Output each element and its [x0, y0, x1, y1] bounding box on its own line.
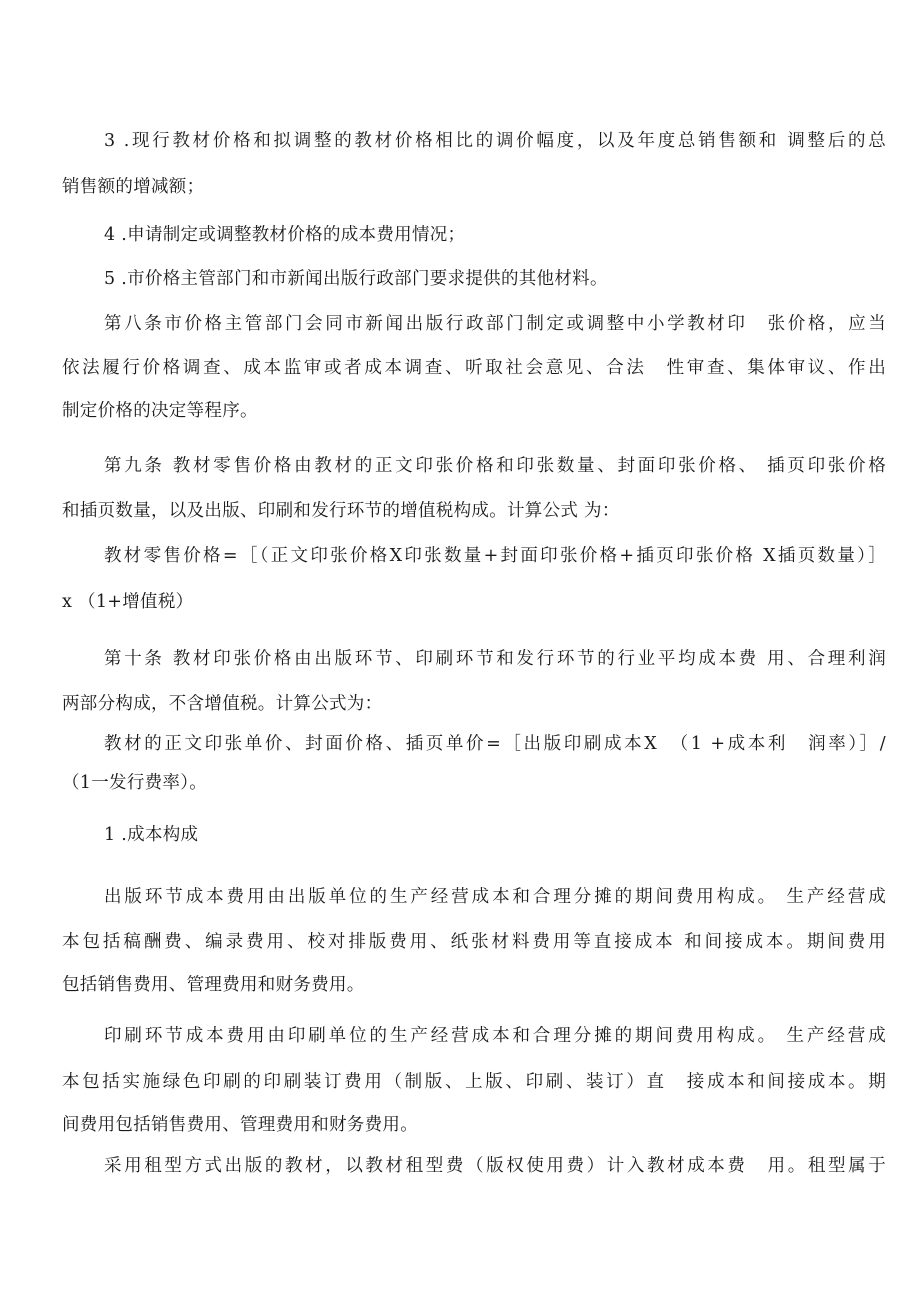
publishing-cost-line-3: 包括销售费用、管理费用和财务费用。	[62, 975, 365, 995]
article-10-line-1: 第十条 教材印张价格由出版环节、印刷环节和发行环节的行业平均成本费 用、合理利润	[104, 649, 886, 669]
article-9-line-2: 和插页数量，以及出版、印刷和发行环节的增值税构成。计算公式 为：	[62, 501, 620, 521]
unit-price-formula-line-2: （1一发行费率）。	[62, 773, 208, 793]
article-8-line-2: 依法履行价格调查、成本监审或者成本调查、听取社会意见、合法 性审查、集体审议、作出	[62, 358, 886, 378]
section-heading-cost-composition: 1 .成本构成	[104, 825, 199, 845]
article-9-line-1: 第九条 教材零售价格由教材的正文印张价格和印张数量、封面印张价格、 插页印张价格	[104, 456, 886, 476]
retail-price-formula-line-1: 教材零售价格=［（正文印张价格X印张数量+封面印张价格+插页印张价格 X插页数量）］	[104, 546, 886, 566]
publishing-cost-line-1: 出版环节成本费用由出版单位的生产经营成本和合理分摊的期间费用构成。 生产经营成	[104, 887, 886, 907]
list-item-5: 5 .市价格主管部门和市新闻出版行政部门要求提供的其他材料。	[104, 269, 608, 289]
list-item-3-line-2: 销售额的增减额；	[62, 177, 205, 197]
article-8-line-1: 第八条市价格主管部门会同市新闻出版行政部门制定或调整中小学教材印 张价格，应当	[104, 314, 886, 334]
lease-type-line-1: 采用租型方式出版的教材，以教材租型费（版权使用费）计入教材成本费 用。租型属于	[104, 1156, 886, 1176]
publishing-cost-line-2: 本包括稿酬费、编录费用、校对排版费用、纸张材料费用等直接成本 和间接成本。期间费用	[62, 932, 886, 952]
printing-cost-line-1: 印刷环节成本费用由印刷单位的生产经营成本和合理分摊的期间费用构成。 生产经营成	[104, 1026, 886, 1046]
list-item-3-line-1: 3 .现行教材价格和拟调整的教材价格相比的调价幅度，以及年度总销售额和 调整后的总	[104, 131, 886, 151]
article-8-line-3: 制定价格的决定等程序。	[62, 401, 258, 421]
printing-cost-line-2: 本包括实施绿色印刷的印刷装订费用（制版、上版、印刷、装订）直 接成本和间接成本。期	[62, 1072, 886, 1092]
printing-cost-line-3: 间费用包括销售费用、管理费用和财务费用。	[62, 1115, 418, 1135]
retail-price-formula-line-2: x （1+增值税）	[62, 592, 194, 612]
list-item-4: 4 .申请制定或调整教材价格的成本费用情况；	[104, 225, 466, 245]
unit-price-formula-line-1: 教材的正文印张单价、封面价格、插页单价=［出版印刷成本X （1 +成本利 润率）］/	[104, 734, 886, 754]
article-10-line-2: 两部分构成，不含增值税。计算公式为：	[62, 694, 383, 714]
